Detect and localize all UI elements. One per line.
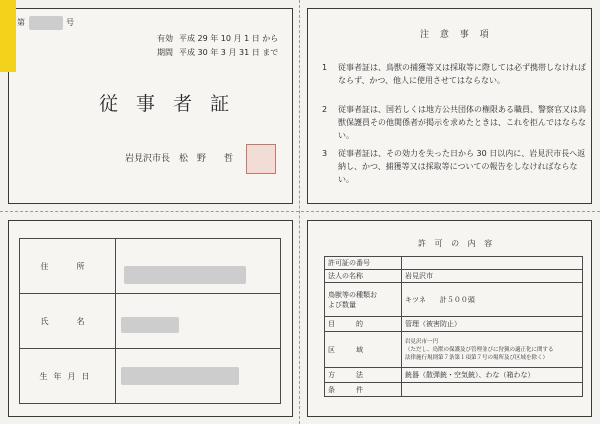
fold-line-vertical: [299, 0, 300, 424]
permit-key: 方 法: [325, 368, 402, 383]
permit-key: 条 件: [325, 383, 402, 397]
note-text: 従事者証は、国若しくは地方公共団体の権限ある職員、警察官又は鳥獣保護員その他関係者が掲示を求めたときは、これを拒んではならない。: [338, 105, 586, 140]
note-text: 従事者証は、鳥獣の捕獲等又は採取等に際しては必ず携帯しなければならず、かつ、他人に使用させてはならない。: [338, 63, 586, 85]
permit-key: 許可証の番号: [325, 257, 402, 270]
note-item: [322, 103, 588, 140]
yellow-tape: [0, 0, 16, 72]
validity-label: 有効: [157, 34, 173, 43]
period-label: 期間: [157, 48, 173, 57]
permit-value: 岩見沢市一円 （ただし、鳥獣の保護及び管理並びに狩猟の適正化に関する 法律施行規則第７条第１項第７号の場所及び区域を除く）: [402, 332, 583, 368]
period-date: 平成 30 年 3 月 31 日 まで: [179, 48, 279, 57]
redacted-number: [29, 16, 63, 30]
notes-card: [307, 8, 592, 204]
table-row: [325, 257, 583, 270]
table-row: [325, 332, 583, 368]
permit-key: 目 的: [325, 317, 402, 332]
note-item: [322, 61, 588, 89]
personal-card: [8, 220, 293, 417]
fold-line-horizontal: [0, 211, 600, 212]
note-number: 3: [322, 149, 328, 158]
note-text: 従事者証は、その効力を失った日から 30 日以内に、岩見沢市長へ返納し、かつ、捕獲等又は採取等についての報告をしなければならない。: [338, 149, 586, 184]
permit-key: 鳥獣等の種類お よび数量: [325, 283, 402, 317]
redacted-birthdate: [121, 367, 239, 385]
note-number: 2: [322, 105, 328, 114]
table-row: [325, 270, 583, 283]
permit-value: 銃器（散弾銃・空気銃）、わな（箱わな）: [402, 368, 583, 383]
notes-heading: 注 意 事 項: [420, 30, 493, 40]
redacted-name: [121, 317, 179, 333]
table-row: [325, 383, 583, 397]
certificate-card: [8, 8, 293, 204]
name-label: 氏 名: [20, 294, 116, 349]
note-number: 1: [322, 63, 328, 72]
note-item: [322, 147, 588, 184]
table-row: [325, 368, 583, 383]
official-seal-icon: [246, 144, 276, 174]
redacted-address: [124, 266, 246, 284]
number-prefix: 第: [17, 18, 25, 27]
permit-table: [324, 256, 583, 397]
permit-value: 岩見沢市: [402, 270, 583, 283]
validity-date: 平成 29 年 10 月 1 日 から: [179, 34, 279, 43]
permit-heading: 許 可 の 内 容: [418, 239, 496, 248]
number-suffix: 号: [66, 18, 74, 27]
permit-value: キツネ 計５００頭: [402, 283, 583, 317]
permit-key: 法人の名称: [325, 270, 402, 283]
address-label: 住 所: [20, 239, 116, 294]
issuer: 岩見沢市長 松 野 哲: [125, 154, 234, 164]
table-row: [325, 317, 583, 332]
birth-label: 生年月日: [20, 349, 116, 404]
permit-value: [402, 257, 583, 270]
table-row: [325, 283, 583, 317]
permit-value: [402, 383, 583, 397]
permit-value: 管理（被害防止）: [402, 317, 583, 332]
permit-key: 区 域: [325, 332, 402, 368]
certificate-title: 従 事 者 証: [99, 93, 236, 115]
